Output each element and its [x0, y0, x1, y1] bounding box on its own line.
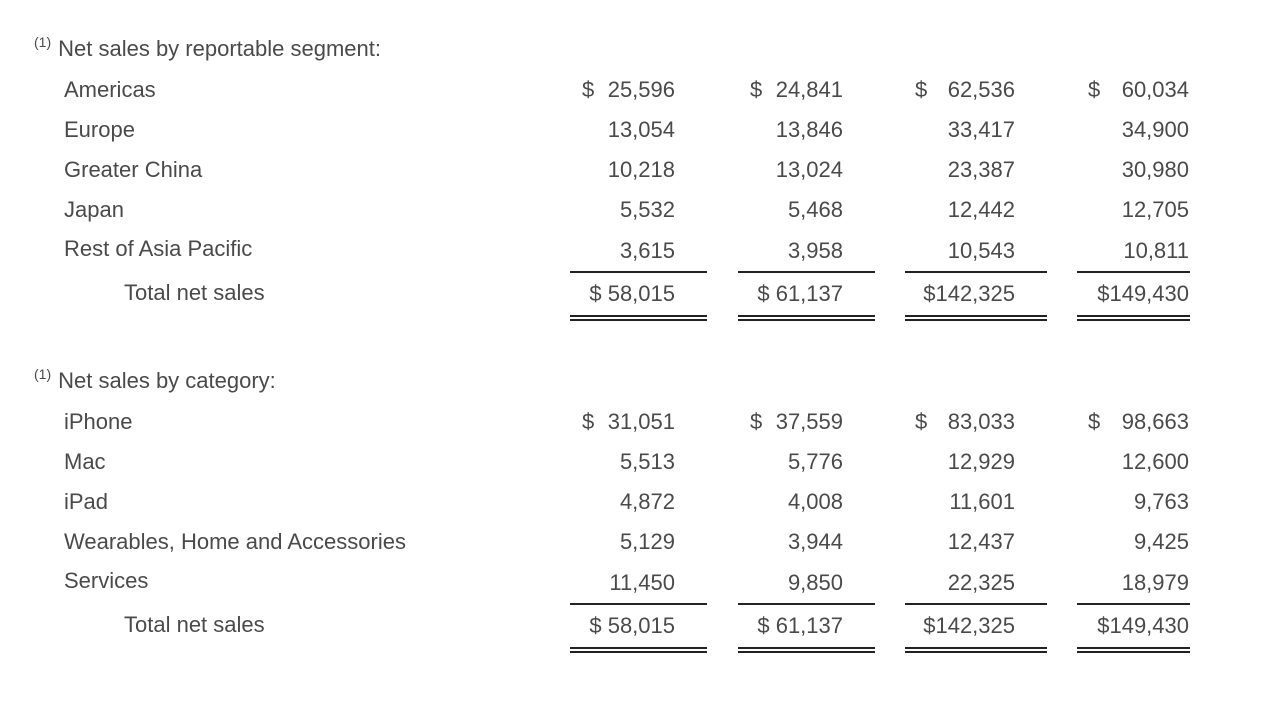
total-value: $ 58,015: [589, 613, 675, 638]
value: 31,051: [607, 409, 675, 434]
row-label: Mac: [64, 449, 106, 474]
value-cell: [570, 402, 707, 442]
total-value: $149,430: [1097, 281, 1189, 306]
row-label: Greater China: [64, 157, 203, 182]
value: 23,387: [947, 157, 1015, 182]
value-cell: [570, 522, 707, 562]
value-cell: [1077, 563, 1190, 603]
value-cell: [738, 110, 875, 150]
value-cell: [905, 563, 1047, 603]
value: 9,763: [1133, 489, 1189, 514]
value-cell: [1077, 442, 1190, 482]
value: 12,705: [1121, 197, 1189, 222]
total-cell: [1077, 274, 1190, 314]
currency-symbol: $: [1088, 409, 1101, 434]
table-row: [0, 70, 1282, 110]
subtotal-rule: [905, 603, 1047, 605]
section-heading: [34, 34, 381, 64]
subtotal-rule: [738, 271, 875, 273]
value-cell: [570, 190, 707, 230]
value: 60,034: [1121, 77, 1189, 102]
footnote-marker: (1): [34, 34, 52, 50]
total-double-rule: [570, 647, 707, 653]
value-cell: [905, 190, 1047, 230]
section-title: Net sales by reportable segment:: [58, 36, 381, 61]
value-cell: [1077, 522, 1190, 562]
value: 3,615: [619, 238, 675, 263]
value: 5,532: [619, 197, 675, 222]
table-row: [0, 522, 1282, 562]
currency-symbol: $: [582, 77, 595, 102]
value: 5,513: [619, 449, 675, 474]
total-value: $142,325: [923, 281, 1015, 306]
currency-symbol: $: [750, 409, 763, 434]
section-title: Net sales by category:: [58, 368, 276, 393]
table-row: [0, 563, 1282, 603]
value-cell: [905, 522, 1047, 562]
value: 9,850: [787, 570, 843, 595]
value: 3,958: [787, 238, 843, 263]
value-cell: [738, 522, 875, 562]
value: 33,417: [947, 117, 1015, 142]
total-row: [0, 274, 1282, 314]
subtotal-rule: [738, 603, 875, 605]
value-cell: [738, 402, 875, 442]
value-cell: [570, 563, 707, 603]
value-cell: [738, 563, 875, 603]
total-double-rule: [738, 315, 875, 321]
value: 11,450: [609, 570, 675, 595]
value: 25,596: [607, 77, 675, 102]
value-cell: [738, 442, 875, 482]
row-label: Japan: [64, 197, 124, 222]
value-cell: [1077, 150, 1190, 190]
value: 5,129: [619, 529, 675, 554]
table-row: [0, 402, 1282, 442]
value: 24,841: [775, 77, 843, 102]
value: 98,663: [1121, 409, 1189, 434]
total-cell: [738, 606, 875, 646]
value: 4,872: [619, 489, 675, 514]
total-cell: [738, 274, 875, 314]
value-cell: [738, 190, 875, 230]
value: 11,601: [949, 489, 1015, 514]
footnote-marker: (1): [34, 366, 52, 382]
currency-symbol: $: [915, 77, 928, 102]
value-cell: [1077, 402, 1190, 442]
value: 34,900: [1121, 117, 1189, 142]
value-cell: [905, 482, 1047, 522]
total-double-rule: [905, 647, 1047, 653]
currency-symbol: $: [750, 77, 763, 102]
value-cell: [738, 150, 875, 190]
total-double-rule: [1077, 315, 1190, 321]
total-value: $142,325: [923, 613, 1015, 638]
value: 10,811: [1123, 238, 1189, 263]
currency-symbol: $: [1088, 77, 1101, 102]
value-cell: [738, 231, 875, 271]
subtotal-rule: [570, 603, 707, 605]
total-cell: [1077, 606, 1190, 646]
currency-symbol: $: [915, 409, 928, 434]
row-label: Services: [64, 568, 149, 593]
table-row: [0, 482, 1282, 522]
value-cell: [1077, 190, 1190, 230]
value: 5,468: [787, 197, 843, 222]
value: 10,218: [607, 157, 675, 182]
total-row: [0, 606, 1282, 646]
row-label: Europe: [64, 117, 135, 142]
value: 13,024: [775, 157, 843, 182]
value-cell: [905, 110, 1047, 150]
value: 13,054: [607, 117, 675, 142]
total-cell: [570, 606, 707, 646]
value: 12,437: [947, 529, 1015, 554]
value-cell: [570, 70, 707, 110]
value-cell: [570, 442, 707, 482]
value: 12,600: [1121, 449, 1189, 474]
value-cell: [905, 70, 1047, 110]
total-double-rule: [570, 315, 707, 321]
value: 12,929: [947, 449, 1015, 474]
subtotal-rule: [570, 271, 707, 273]
total-value: $ 61,137: [757, 613, 843, 638]
table-row: [0, 231, 1282, 271]
row-label: iPad: [64, 489, 109, 514]
value-cell: [570, 110, 707, 150]
value-cell: [1077, 110, 1190, 150]
total-value: $ 61,137: [757, 281, 843, 306]
value: 3,944: [787, 529, 843, 554]
section-heading: [34, 366, 276, 396]
table-row: [0, 190, 1282, 230]
value: 13,846: [775, 117, 843, 142]
table-row: [0, 110, 1282, 150]
value: 18,979: [1121, 570, 1189, 595]
subtotal-rule: [1077, 271, 1190, 273]
value-cell: [738, 70, 875, 110]
value-cell: [570, 150, 707, 190]
value: 9,425: [1133, 529, 1189, 554]
value: 62,536: [947, 77, 1015, 102]
row-label: iPhone: [64, 409, 133, 434]
total-value: $ 58,015: [589, 281, 675, 306]
value-cell: [1077, 231, 1190, 271]
total-value: $149,430: [1097, 613, 1189, 638]
currency-symbol: $: [582, 409, 595, 434]
value: 83,033: [947, 409, 1015, 434]
total-label: Total net sales: [124, 612, 265, 637]
value: 10,543: [947, 238, 1015, 263]
subtotal-rule: [1077, 603, 1190, 605]
total-cell: [570, 274, 707, 314]
value-cell: [905, 402, 1047, 442]
value-cell: [905, 442, 1047, 482]
value: 4,008: [787, 489, 843, 514]
row-label: Wearables, Home and Accessories: [64, 529, 406, 554]
total-double-rule: [1077, 647, 1190, 653]
total-double-rule: [905, 315, 1047, 321]
row-label: Rest of Asia Pacific: [64, 236, 253, 261]
value-cell: [570, 482, 707, 522]
value: 30,980: [1121, 157, 1189, 182]
row-label: Americas: [64, 77, 156, 102]
total-label: Total net sales: [124, 280, 265, 305]
value: 37,559: [775, 409, 843, 434]
value-cell: [1077, 70, 1190, 110]
value-cell: [570, 231, 707, 271]
value-cell: [905, 231, 1047, 271]
subtotal-rule: [905, 271, 1047, 273]
total-cell: [905, 274, 1047, 314]
total-cell: [905, 606, 1047, 646]
total-double-rule: [738, 647, 875, 653]
table-row: [0, 442, 1282, 482]
value-cell: [738, 482, 875, 522]
value: 5,776: [787, 449, 843, 474]
table-row: [0, 150, 1282, 190]
value: 12,442: [947, 197, 1015, 222]
value-cell: [1077, 482, 1190, 522]
value-cell: [905, 150, 1047, 190]
value: 22,325: [947, 570, 1015, 595]
